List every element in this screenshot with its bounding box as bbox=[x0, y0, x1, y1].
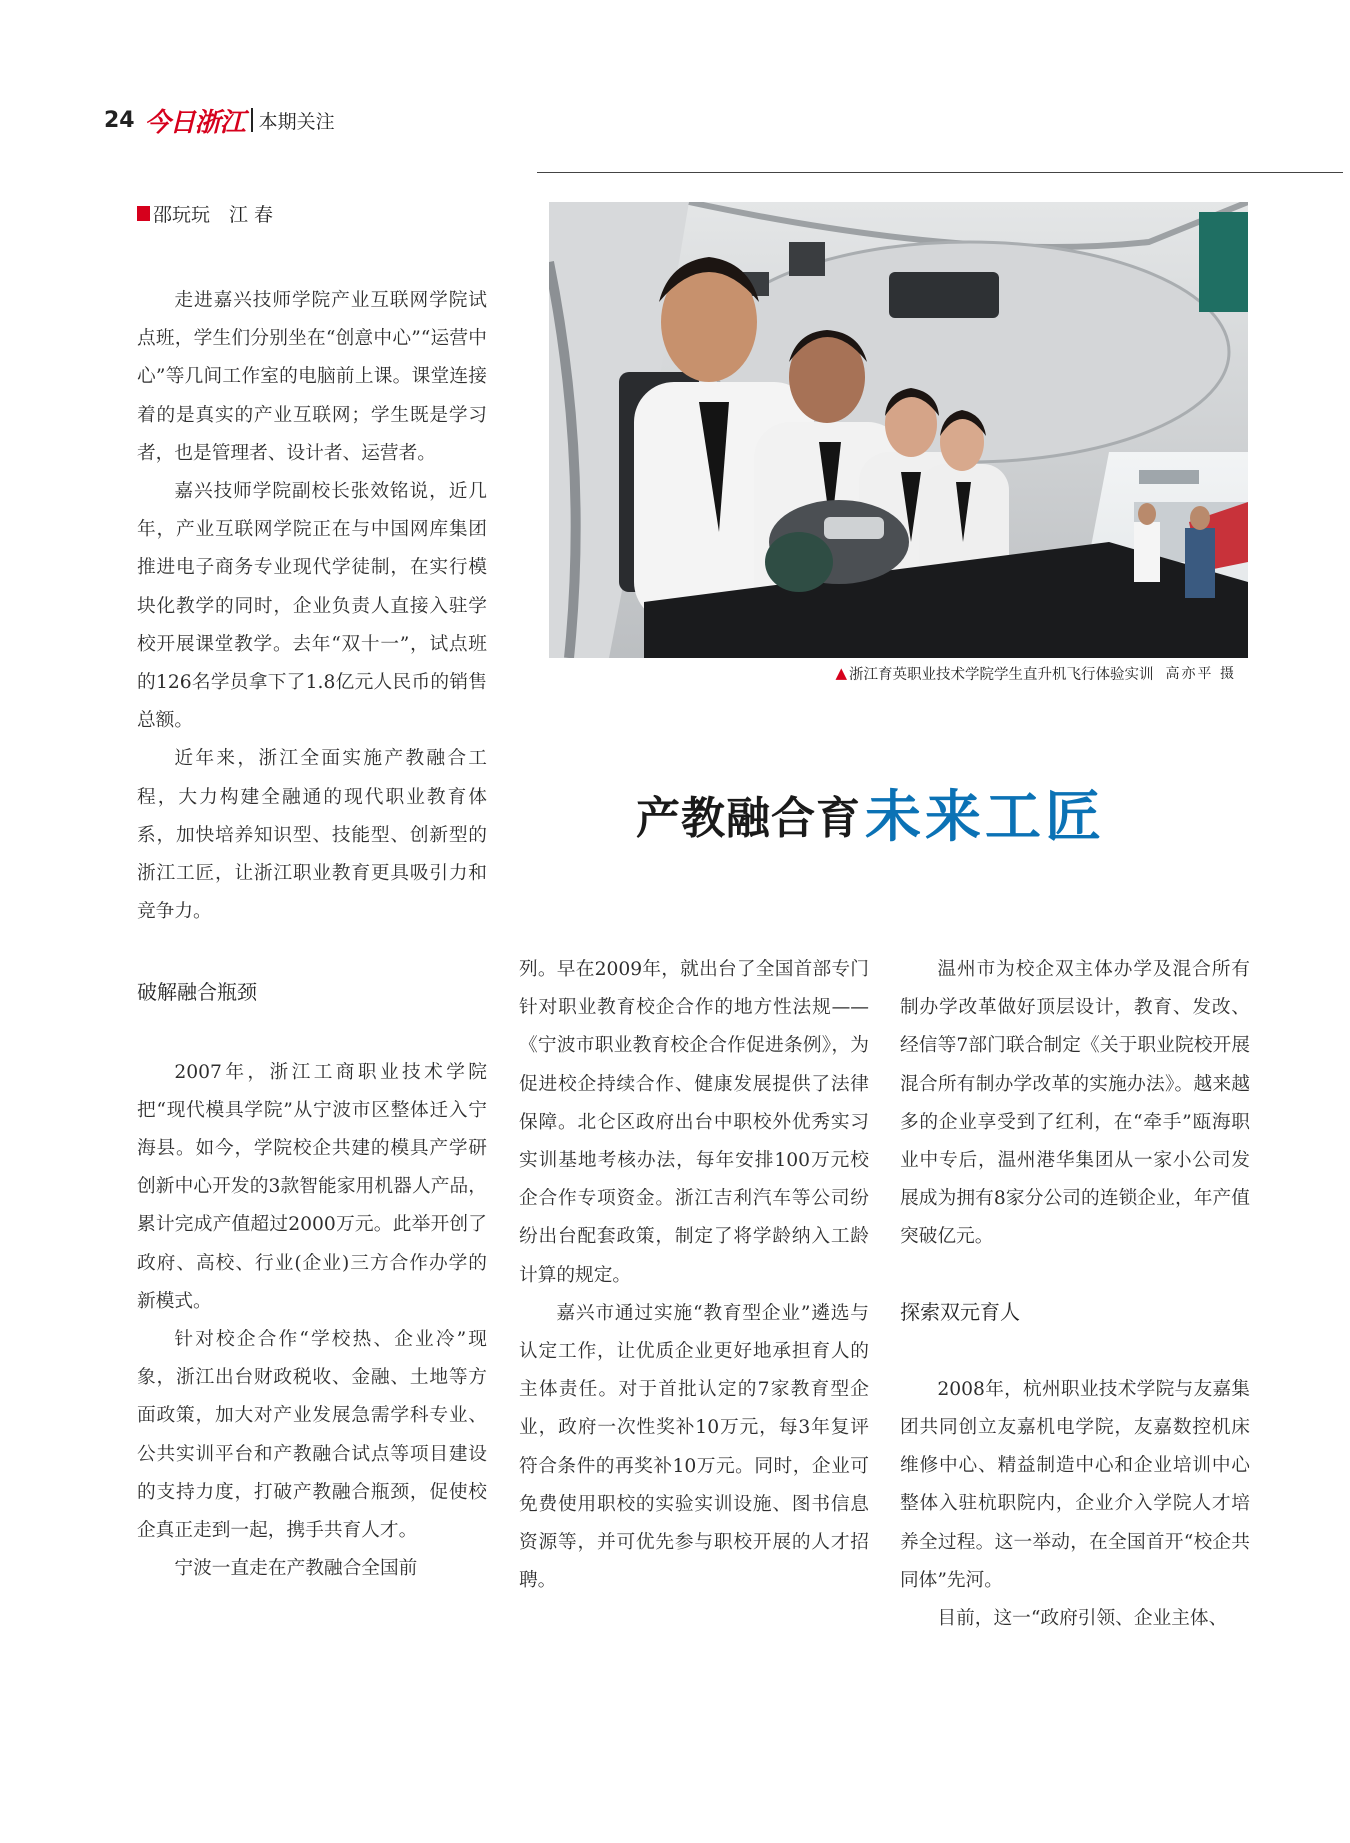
article-headline bbox=[636, 782, 1105, 850]
photo-credit: 高亦平 摄 bbox=[1165, 666, 1236, 682]
paragraph: 走进嘉兴技师学院产业互联网学院试点班，学生们分别坐在“创意中心”“运营中心”等几间工作室的电脑前上课。课堂连接着的是真实的产业互联网；学生既是学习者，也是管理者、设计者、运营者。 bbox=[137, 290, 487, 464]
paragraph: 列。早在2009年，就出台了全国首部专门针对职业教育校企合作的地方性法规——《宁波市职业教育校企合作促进条例》，为促进校企持续合作、健康发展提供了法律保障。北仑区政府出台中职校外优秀实习实训基地考核办法，每年安排100万元校企合作专项资金。浙江吉利汽车等公司纷纷出台配套政策，制定了将学龄纳入工龄计算的规定。 bbox=[519, 959, 869, 1286]
section-heading: 破解融合瓶颈 bbox=[137, 980, 257, 1005]
page-header bbox=[104, 100, 335, 140]
text-column-2 bbox=[519, 951, 869, 1600]
headline-part-blue: 未来工匠 bbox=[865, 785, 1105, 850]
section-heading: 探索双元育人 bbox=[900, 1299, 1020, 1324]
text-column-3 bbox=[900, 951, 1250, 1638]
paragraph: 宁波一直走在产教融合全国前 bbox=[174, 1558, 418, 1580]
text-column-1 bbox=[137, 282, 487, 1589]
author-names: 邵玩玩 江 春 bbox=[153, 204, 274, 226]
paragraph: 嘉兴技师学院副校长张效铭说，近几年，产业互联网学院正在与中国网库集团推进电子商务专业现代学徒制，在实行模块化教学的同时，企业负责人直接入驻学校开展课堂教学。去年“双十一”，试点班的126名学员拿下了1.8亿元人民币的销售总额。 bbox=[137, 481, 487, 732]
section-name: 本期关注 bbox=[258, 110, 335, 133]
photo-caption bbox=[549, 658, 1248, 688]
header-divider bbox=[251, 108, 253, 132]
magazine-logo: 今日浙江 bbox=[144, 107, 245, 138]
photo-illustration bbox=[549, 202, 1248, 688]
paragraph: 针对校企合作“学校热、企业冷”现象，浙江出台财政税收、金融、土地等方面政策，加大对产业发展急需学科专业、公共实训平台和产教融合试点等项目建设的支持力度，打破产教融合瓶颈，促使校企真正走到一起，携手共育人才。 bbox=[137, 1329, 487, 1542]
caption-text: 浙江育英职业技术学院学生直升机飞行体验实训 bbox=[849, 666, 1154, 683]
page-number: 24 bbox=[104, 107, 135, 133]
paragraph: 2008年，杭州职业技术学院与友嘉集团共同创立友嘉机电学院，友嘉数控机床维修中心、精益制造中心和企业培训中心整体入驻杭职院内，企业介入学院人才培养全过程。这一举动，在全国首开“校企共同体”先河。 bbox=[900, 1378, 1250, 1591]
paragraph: 嘉兴市通过实施“教育型企业”遴选与认定工作，让优质企业更好地承担育人的主体责任。对于首批认定的7家教育型企业，政府一次性奖补10万元，每3年复评符合条件的再奖补10万元。同时，企业可免费使用职校的实验实训设施、图书信息资源等，并可优先参与职校开展的人才招聘。 bbox=[519, 1302, 869, 1592]
red-triangle-icon: ▲ bbox=[835, 664, 848, 682]
paragraph: 目前，这一“政府引领、企业主体、 bbox=[937, 1608, 1228, 1630]
paragraph: 温州市为校企双主体办学及混合所有制办学改革做好顶层设计，教育、发改、经信等7部门联合制定《关于职业院校开展混合所有制办学改革的实施办法》。越来越多的企业享受到了红利，在“牵手”瓯海职业中专后，温州港华集团从一家小公司发展成为拥有8家分公司的连锁企业，年产值突破亿元。 bbox=[900, 959, 1250, 1248]
red-square-icon bbox=[137, 206, 150, 221]
author-byline bbox=[137, 200, 273, 227]
helicopter-photo bbox=[549, 202, 1248, 688]
paragraph: 2007年，浙江工商职业技术学院把“现代模具学院”从宁波市区整体迁入宁海县。如今，学院校企共建的模具产学研创新中心开发的3款智能家用机器人产品，累计完成产值超过2000万元。此举开创了政府、高校、行业(企业)三方合作办学的新模式。 bbox=[137, 1061, 487, 1312]
paragraph: 近年来，浙江全面实施产教融合工程，大力构建全融通的现代职业教育体系，加快培养知识型、技能型、创新型的浙江工匠，让浙江职业教育更具吸引力和竞争力。 bbox=[137, 748, 487, 923]
header-rule bbox=[537, 172, 1343, 173]
headline-part-black: 产教融合育 bbox=[636, 793, 861, 844]
